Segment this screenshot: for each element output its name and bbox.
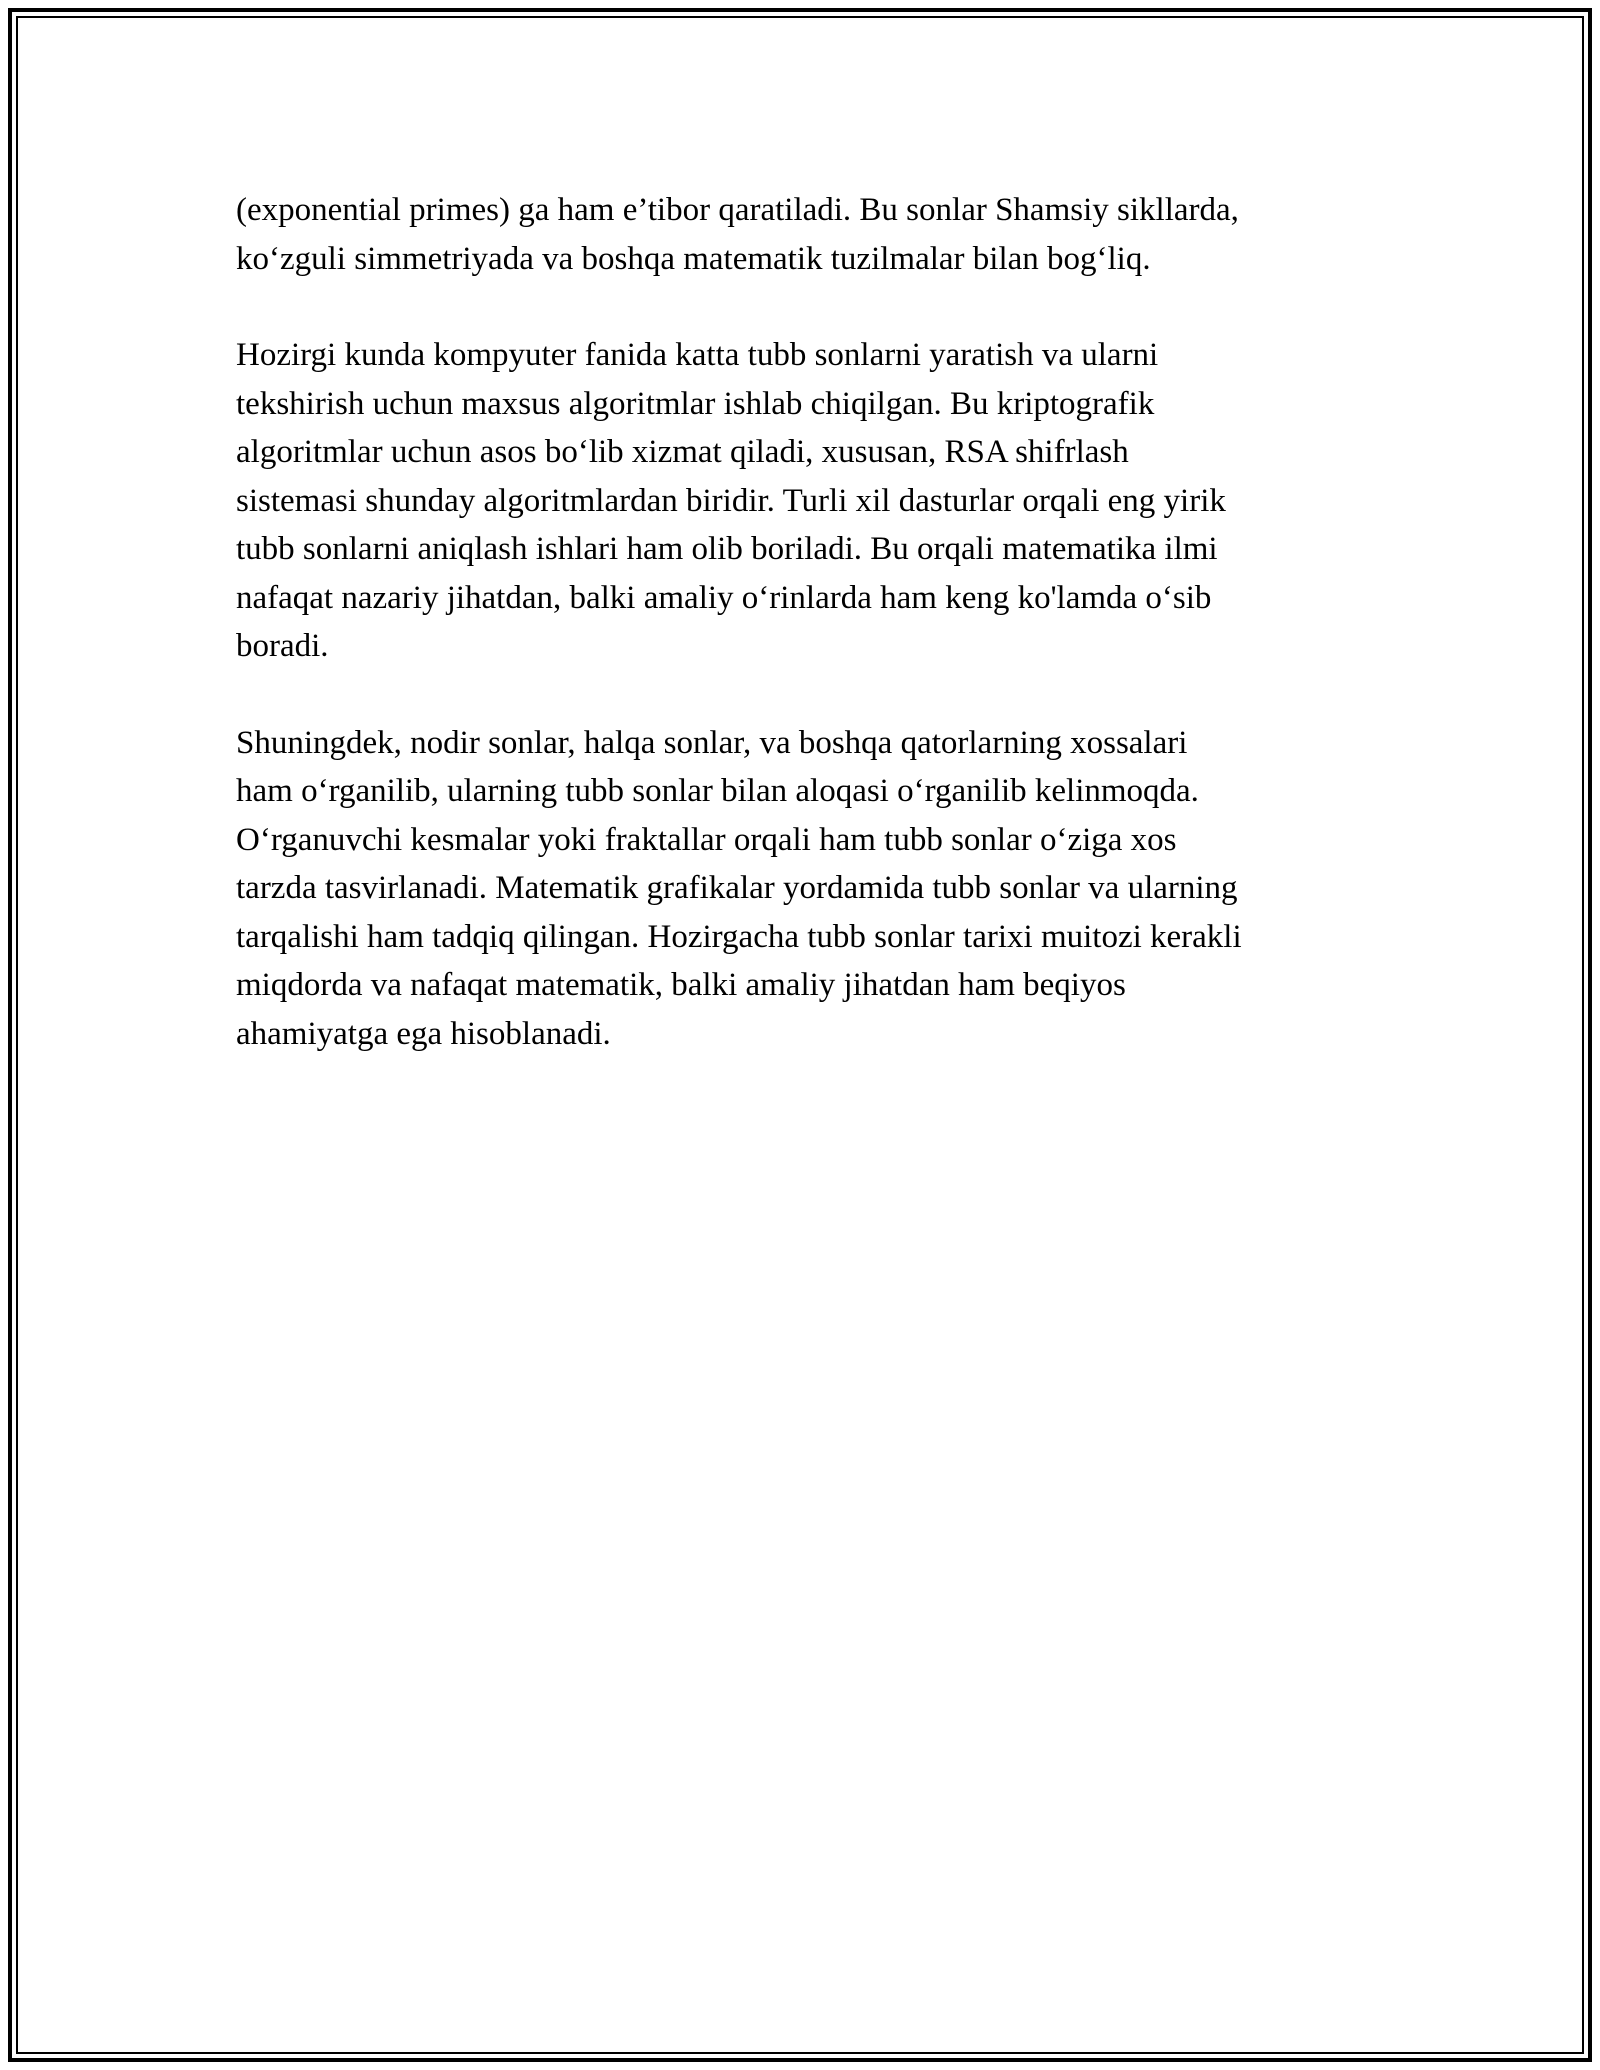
paragraph-3 — [236, 719, 1366, 1059]
text-line: tarqalishi ham tadqiq qilingan. Hozirgacha tubb sonlar tarixi muitozi kerakli — [236, 918, 1242, 955]
document-body — [236, 186, 1366, 1106]
paragraph-2 — [236, 331, 1366, 671]
text-line: Hozirgi kunda kompyuter fanida katta tubb sonlarni yaratish va ularni — [236, 337, 1159, 373]
text-line: ko‘zguli simmetriyada va boshqa matematik tuzilmalar bilan bog‘liq. — [236, 240, 1151, 277]
text-line: boradi. — [236, 628, 329, 664]
text-line: ham o‘rganilib, ularning tubb sonlar bilan aloqasi o‘rganilib kelinmoqda. — [236, 773, 1199, 809]
text-line: miqdorda va nafaqat matematik, balki amaliy jihatdan ham beqiyos — [236, 967, 1126, 1003]
text-line: Shuningdek, nodir sonlar, halqa sonlar, va boshqa qatorlarning xossalari — [236, 724, 1188, 761]
text-line: ahamiyatga ega hisoblanadi. — [236, 1015, 611, 1052]
text-line: nafaqat nazariy jihatdan, balki amaliy o‘rinlarda ham keng ko'lamda o‘sib — [236, 579, 1212, 616]
text-line: tekshirish uchun maxsus algoritmlar ishlab chiqilgan. Bu kriptografik — [236, 385, 1155, 422]
text-line: (exponential primes) ga ham e’tibor qaratiladi. Bu sonlar Shamsiy sikllarda, — [236, 192, 1239, 228]
text-line: tubb sonlarni aniqlash ishlari ham olib boriladi. Bu orqali matematika ilmi — [236, 531, 1218, 567]
text-line: algoritmlar uchun asos bo‘lib xizmat qiladi, xususan, RSA shifrlash — [236, 434, 1129, 470]
text-line: O‘rganuvchi kesmalar yoki fraktallar orqali ham tubb sonlar o‘ziga xos — [236, 821, 1177, 858]
text-line: tarzda tasvirlanadi. Matematik grafikalar yordamida tubb sonlar va ularning — [236, 870, 1238, 906]
paragraph-1 — [236, 186, 1366, 283]
text-line: sistemasi shunday algoritmlardan biridir. Turli xil dasturlar orqali eng yirik — [236, 482, 1226, 519]
